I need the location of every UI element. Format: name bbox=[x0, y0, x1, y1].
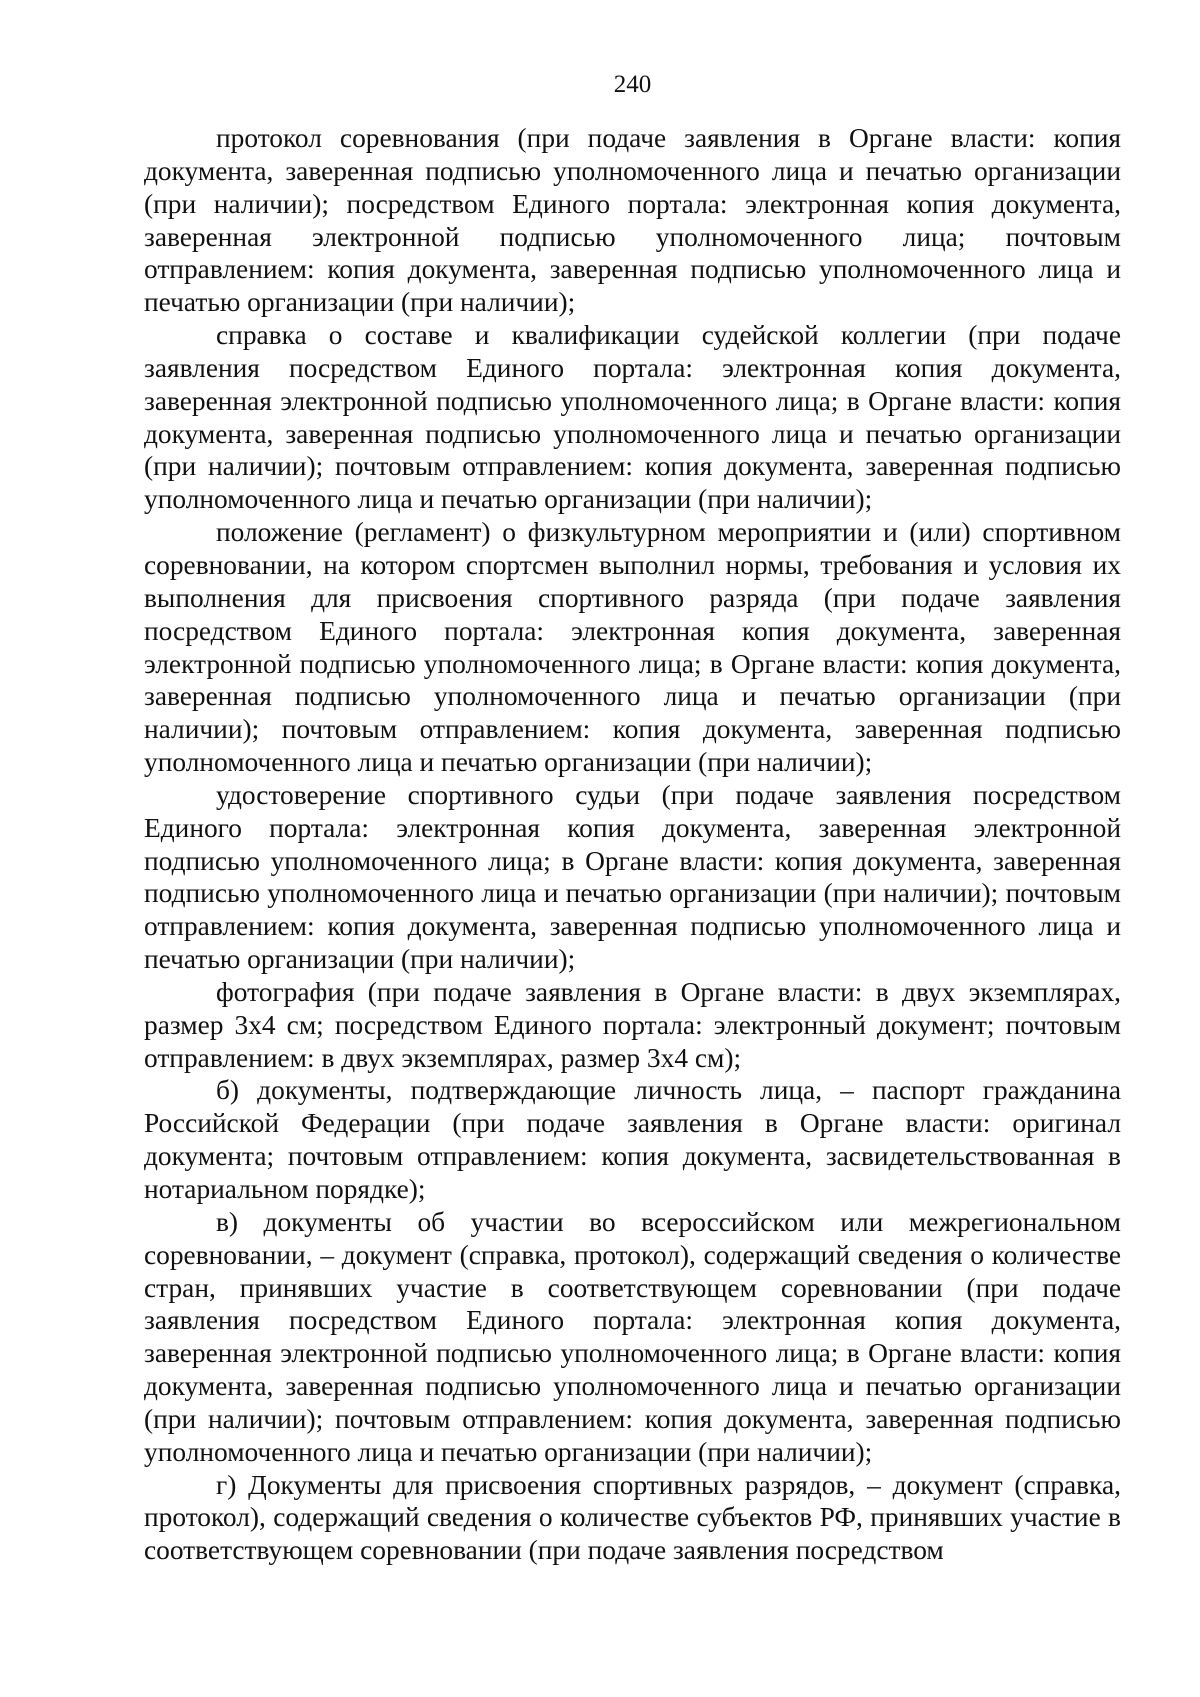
paragraph-regulations: положение (регламент) о физкультурном мероприятии и (или) спортивном соревновании, на котором спортсмен выполнил нормы, требования и условия их выполнения для присвоения спортивного разряда (при подаче заявления посредством Единого портала: электронная копия документа, заверенная электронной подписью уполномоченного лица; в Органе власти: копия документа, заверенная подписью уполномоченного лица и печатью организации (при наличии); почтовым отправлением: копия документа, заверенная подписью уполномоченного лица и печатью организации (при наличии); bbox=[144, 517, 1121, 778]
paragraph-judge-id: удостоверение спортивного судьи (при подаче заявления посредством Единого портала: электронная копия документа, заверенная электронной подписью уполномоченного лица; в Органе власти: копия документа, заверенная подписью уполномоченного лица и печатью организации (при наличии); почтовым отправлением: копия документа, заверенная подписью уполномоченного лица и печатью организации (при наличии); bbox=[144, 779, 1121, 975]
paragraph-protocol: протокол соревнования (при подаче заявления в Органе власти: копия документа, заверенная подписью уполномоченного лица и печатью организации (при наличии); посредством Единого портала: электронная копия документа, заверенная электронной подписью уполномоченного лица; почтовым отправлением: копия документа, заверенная подписью уполномоченного лица и печатью организации (при наличии); bbox=[144, 123, 1121, 318]
paragraph-identity-documents: б) документы, подтверждающие личность лица, – паспорт гражданина Российской Федерации (при подаче заявления в Органе власти: оригинал документа; почтовым отправлением: копия документа, засвидетельствованная в нотариальном порядке); bbox=[144, 1075, 1121, 1204]
page-number: 240 bbox=[613, 71, 652, 98]
paragraph-photo: фотография (при подаче заявления в Органе власти: в двух экземплярах, размер 3х4 см; посредством Единого портала: электронный документ; почтовым отправлением: в двух экземплярах, размер 3х4 см); bbox=[144, 976, 1121, 1073]
paragraph-rank-documents: г) Документы для присвоения спортивных разрядов, – документ (справка, протокол), содержащий сведения о количестве субъектов РФ, принявших участие в соответствующем соревновании (при подаче заявления посредством bbox=[144, 1469, 1121, 1566]
paragraph-judges-certificate: справка о составе и квалификации судейской коллегии (при подаче заявления посредством Единого портала: электронная копия документа, заверенная электронной подписью уполномоченного лица; в Органе власти: копия документа, заверенная подписью уполномоченного лица и печатью организации (при наличии); почтовым отправлением: копия документа, заверенная подписью уполномоченного лица и печатью организации (при наличии); bbox=[144, 320, 1121, 515]
paragraph-participation-documents: в) документы об участии во всероссийском или межрегиональном соревновании, – документ (справка, протокол), содержащий сведения о количестве стран, принявших участие в соответствующем соревновании (при подаче заявления посредством Единого портала: электронная копия документа, заверенная электронной подписью уполномоченного лица; в Органе власти: копия документа, заверенная подписью уполномоченного лица и печатью организации (при наличии); почтовым отправлением: копия документа, заверенная подписью уполномоченного лица и печатью организации (при наличии); bbox=[144, 1206, 1121, 1467]
document-body bbox=[144, 122, 1121, 1567]
document-page bbox=[144, 0, 1121, 1697]
